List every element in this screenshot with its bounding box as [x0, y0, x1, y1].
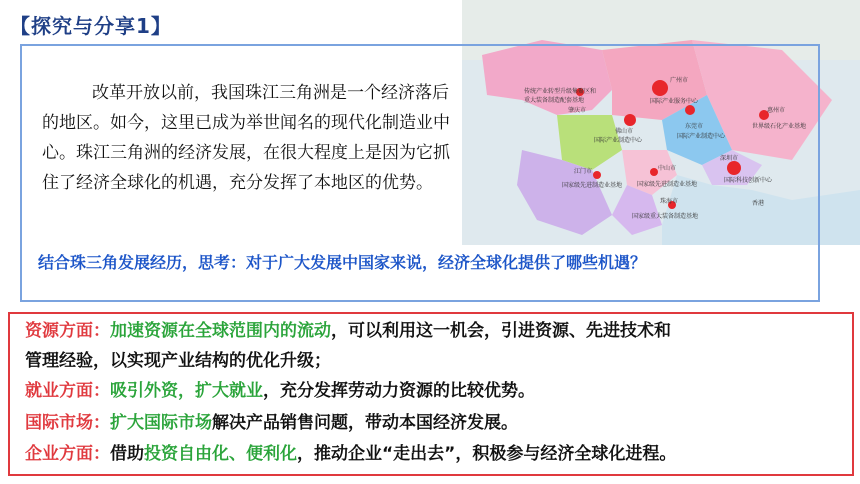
answer-highlight: 吸引外资，扩大就业 — [110, 381, 263, 401]
map-label-c2: 国际产业制造中心 — [594, 137, 643, 144]
section-title — [10, 10, 172, 39]
title-text: 探究与分享1 — [31, 14, 151, 38]
answer-rest: 解决产品销售问题，带动本国经济发展。 — [212, 413, 518, 433]
answer-box — [8, 312, 854, 476]
answer-text: 管理经验，以实现产业结构的优化升级； — [25, 351, 331, 371]
answer-pre: 借助 — [110, 444, 144, 464]
answer-head: 资源方面： — [25, 321, 110, 341]
map-label-c1: 国际产业服务中心 — [650, 98, 699, 105]
map-label-fs: 佛山市 — [615, 128, 634, 135]
answer-line-resources — [25, 316, 671, 341]
answer-highlight: 投资自由化、便利化 — [144, 444, 297, 464]
answer-line-resources-cont — [25, 346, 331, 371]
map-label-sz: 深圳市 — [720, 155, 739, 162]
map-label-dg: 东莞市 — [685, 123, 704, 130]
answer-highlight: 加速资源在全球范围内的流动 — [110, 321, 331, 341]
map-label-c4: 世界级石化产业基地 — [752, 123, 807, 130]
map-label-zs: 中山市 — [658, 165, 677, 172]
answer-rest: ，可以利用这一机会，引进资源、先进技术和 — [331, 321, 671, 341]
answer-head: 就业方面： — [25, 381, 110, 401]
title-bracket-close: 】 — [150, 14, 172, 38]
map-label-line2: 重大装备制造配套基地 — [524, 97, 585, 104]
map-label-hz: 惠州市 — [767, 107, 786, 114]
question-text: 结合珠三角发展经历，思考：对于广大发展中国家来说，经济全球化提供了哪些机遇？ — [38, 253, 647, 272]
map-label-hk: 香港 — [752, 200, 765, 207]
map-label-line1: 传统产业转型升级集聚区和 — [524, 88, 597, 95]
map-label-jm: 江门市 — [574, 168, 593, 175]
answer-line-employment — [25, 376, 535, 401]
answer-head: 国际市场： — [25, 413, 110, 433]
map-label-c3: 国际产业制造中心 — [677, 133, 726, 140]
title-bracket-open: 【 — [10, 14, 31, 38]
map-label-zh: 珠海市 — [660, 198, 679, 205]
answer-rest: ，推动企业“走出去”，积极参与经济全球化进程。 — [297, 444, 677, 464]
intro-paragraph-text: 改革开放以前，我国珠江三角洲是一个经济落后的地区。如今，这里已成为举世闻名的现代化制造业中心。珠江三角洲的经济发展，在很大程度上是因为它抓住了经济全球化的机遇，充分发挥了本地区的优势。 — [42, 83, 450, 193]
map-label-c7: 国家级先进制造业基地 — [637, 181, 698, 188]
map-label-c6: 国家级先进制造业基地 — [562, 182, 623, 189]
map-label-zq: 肇庆市 — [568, 107, 587, 114]
map-label-c5: 国际科技创新中心 — [724, 177, 773, 184]
answer-rest: ，充分发挥劳动力资源的比较优势。 — [263, 381, 535, 401]
answer-line-market — [25, 408, 518, 433]
intro-paragraph — [42, 78, 462, 198]
answer-line-enterprise — [25, 439, 676, 464]
map-label-gz: 广州市 — [670, 77, 689, 84]
answer-head: 企业方面： — [25, 444, 110, 464]
map-label-c8: 国家级重大装备制造基地 — [632, 213, 699, 220]
answer-highlight: 扩大国际市场 — [110, 413, 212, 433]
